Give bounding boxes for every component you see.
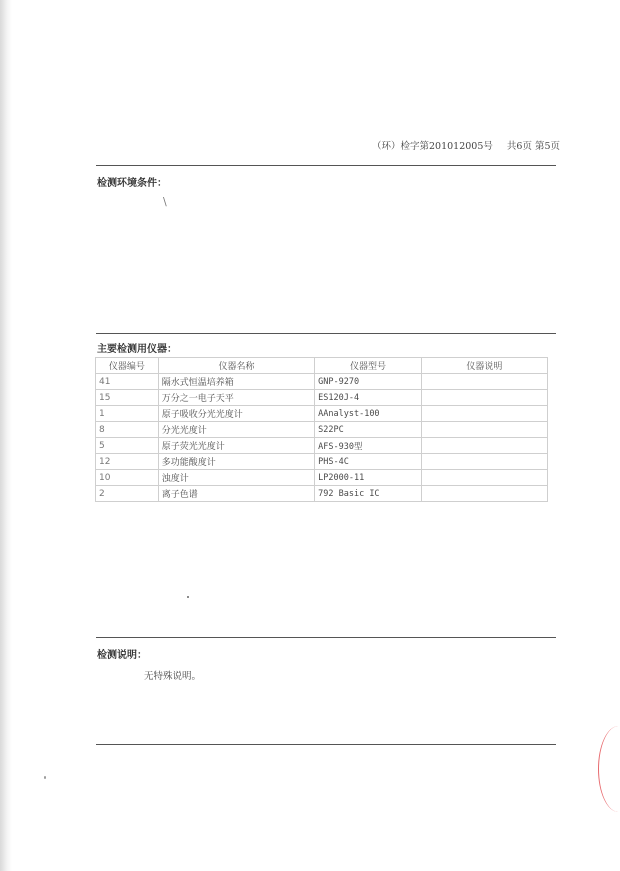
env-conditions-title: 检测环境条件： — [97, 178, 167, 189]
instrument-name: 隔水式恒温培养箱 — [158, 374, 314, 390]
column-header-name: 仪器名称 — [158, 358, 314, 374]
footer-divider — [96, 744, 556, 745]
instrument-note — [421, 470, 547, 486]
instrument-id: 2 — [96, 486, 159, 502]
column-header-id: 仪器编号 — [96, 358, 159, 374]
column-header-note: 仪器说明 — [421, 358, 547, 374]
test-notes-content: 无特殊说明。 — [144, 671, 202, 682]
instrument-name: 万分之一电子天平 — [158, 390, 314, 406]
instrument-id: 15 — [96, 390, 159, 406]
instrument-name: 离子色谱 — [158, 486, 314, 502]
table-row — [96, 406, 548, 422]
instrument-id: 41 — [96, 374, 159, 390]
instrument-note — [421, 406, 547, 422]
instrument-id: 1 — [96, 406, 159, 422]
table-row — [96, 470, 548, 486]
instrument-name: 浊度计 — [158, 470, 314, 486]
seal-stamp — [596, 726, 618, 812]
page-number: 第5页 — [534, 141, 561, 152]
instrument-name: 原子吸收分光光度计 — [158, 406, 314, 422]
instrument-id: 8 — [96, 422, 159, 438]
test-notes-title: 检测说明： — [97, 650, 147, 661]
instrument-note — [421, 390, 547, 406]
instruments-title: 主要检测用仪器： — [97, 344, 177, 355]
instrument-note — [421, 438, 547, 454]
instrument-name: 多功能酸度计 — [158, 454, 314, 470]
instruments-divider — [96, 637, 556, 638]
instrument-id: 12 — [96, 454, 159, 470]
instrument-model: ES120J-4 — [315, 390, 422, 406]
instrument-model: AFS-930型 — [315, 438, 422, 454]
instrument-model: AAnalyst-100 — [315, 406, 422, 422]
instrument-id: 5 — [96, 438, 159, 454]
column-header-model: 仪器型号 — [315, 358, 422, 374]
instrument-model: 792 Basic IC — [315, 486, 422, 502]
scan-page-edge — [0, 0, 12, 871]
instrument-note — [421, 374, 547, 390]
instruments-table — [95, 357, 548, 502]
env-conditions-content: \ — [163, 195, 167, 208]
report-header — [372, 138, 560, 152]
seal-arc — [598, 726, 618, 812]
table-row — [96, 438, 548, 454]
table-row — [96, 374, 548, 390]
total-pages: 共6页 — [506, 141, 532, 152]
instrument-model: S22PC — [315, 422, 422, 438]
instrument-model: PHS-4C — [315, 454, 422, 470]
instrument-id: 10 — [96, 470, 159, 486]
table-header-row — [96, 358, 548, 374]
instrument-note — [421, 486, 547, 502]
scan-speck — [44, 776, 46, 779]
instrument-note — [421, 422, 547, 438]
table-row — [96, 454, 548, 470]
table-row — [96, 422, 548, 438]
instrument-note — [421, 454, 547, 470]
instrument-model: GNP-9270 — [315, 374, 422, 390]
header-divider — [96, 165, 556, 166]
instrument-model: LP2000-11 — [315, 470, 422, 486]
table-row — [96, 390, 548, 406]
instrument-name: 原子荧光光度计 — [158, 438, 314, 454]
report-number: （环）检字第201012005号 — [372, 141, 493, 152]
scan-speck — [187, 596, 189, 598]
instrument-name: 分光光度计 — [158, 422, 314, 438]
env-divider — [96, 333, 556, 334]
table-row — [96, 486, 548, 502]
